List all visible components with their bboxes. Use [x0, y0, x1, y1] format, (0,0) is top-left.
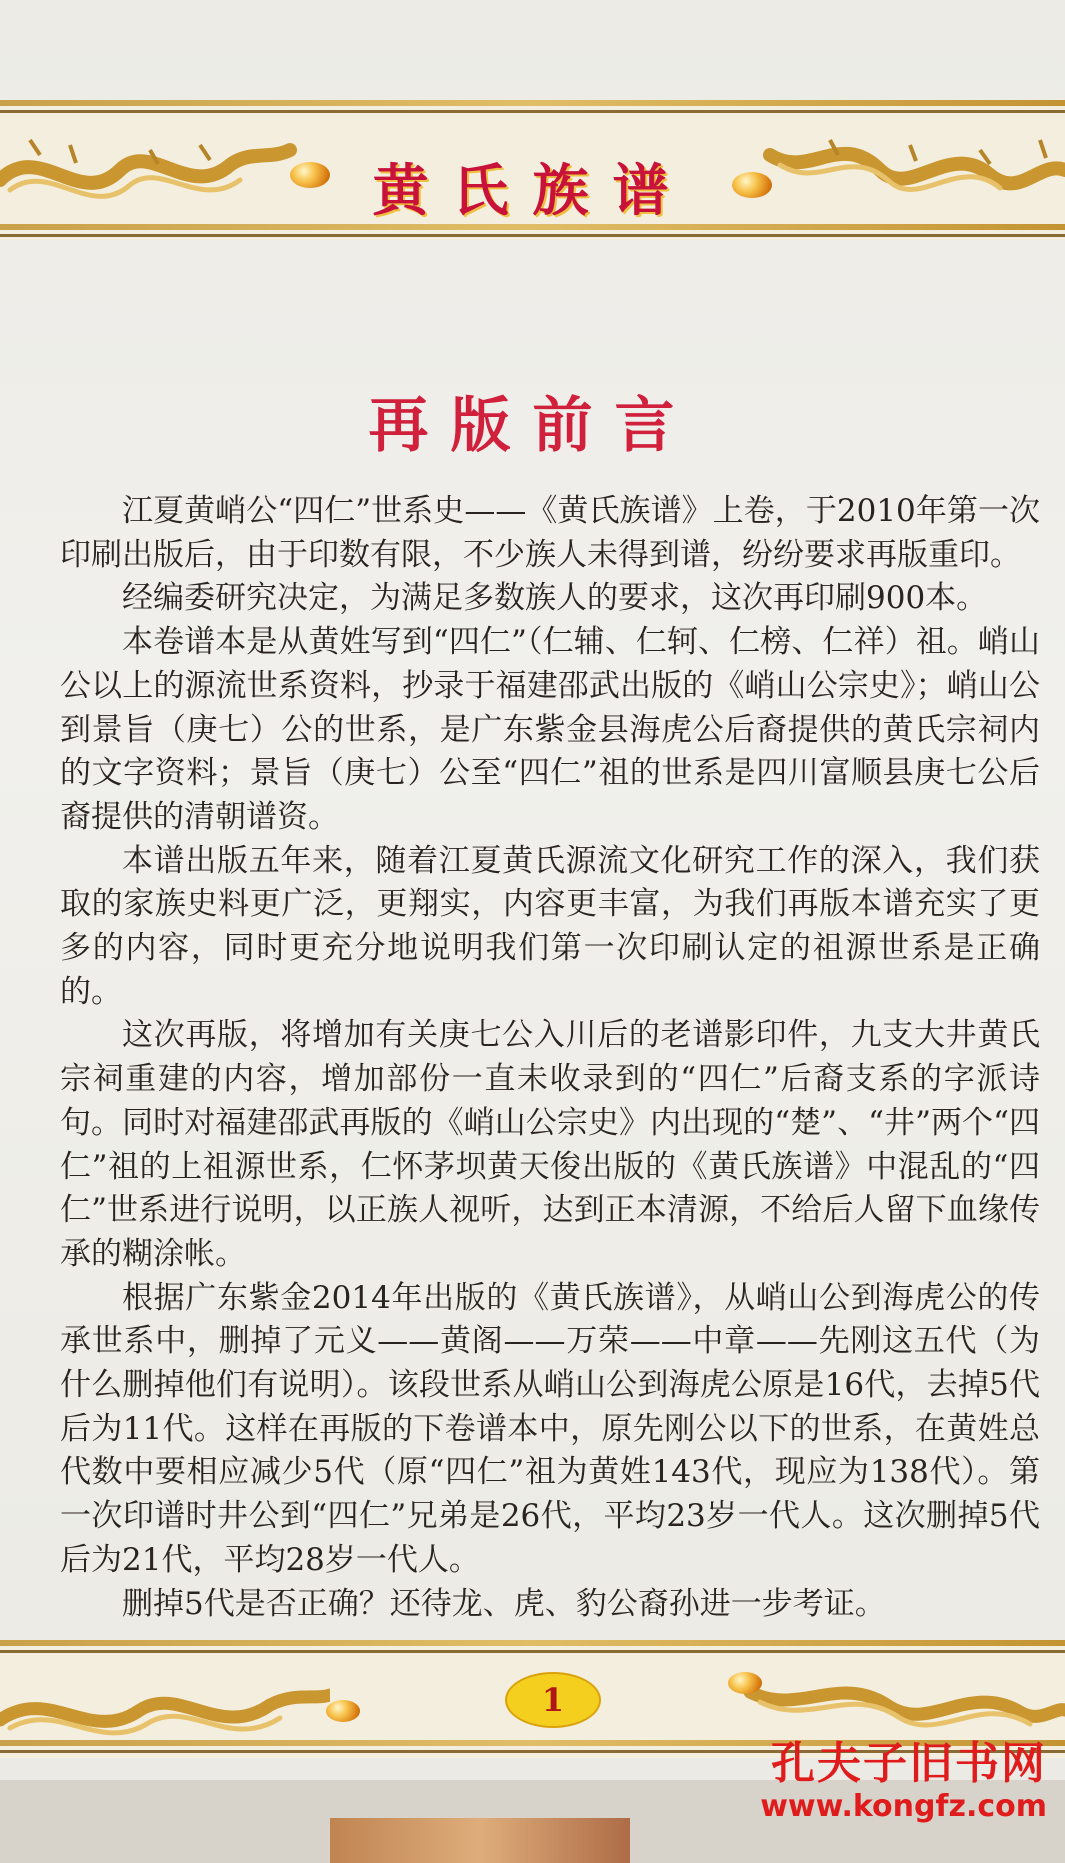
underlying-page-art [330, 1818, 630, 1863]
watermark-name: 孔夫子旧书网 [771, 1738, 1047, 1789]
dragon-bottom-left-icon [0, 1670, 330, 1750]
paragraph: 经编委研究决定，为满足多数族人的要求，这次再印刷900本。 [122, 580, 988, 617]
header-title: 黄氏族谱 [372, 158, 693, 224]
page-title: 再版前言 [368, 391, 697, 461]
paragraph: 根据广东紫金2014年出版的《黄氏族谱》，从峭山公到海虎公的传承世系中，删掉了元义——黄阁——万荣——中章——先刚这五代（为什么删掉他们有说明）。该段世系从峭山公到海虎公原是16代，去掉5代后为11代。这样在再版的下卷谱本中，原先刚公以下的世系，在黄姓总代数中要相应减少5代（原“四仁”祖为黄姓143代，现应为138代）。第一次印谱时井公到“四仁”兄弟是26代，平均23岁一代人。这次删掉5代后为21代，平均28岁一代人。 [60, 1279, 1040, 1578]
paragraph: 江夏黄峭公“四仁”世系史——《黄氏族谱》上卷，于2010年第一次印刷出版后，由于印数有限，不少族人未得到谱，纷纷要求再版重印。 [60, 493, 1040, 573]
preface-body [60, 490, 1040, 1626]
pearl-bottom-left-icon [326, 1700, 360, 1722]
dragon-bottom-right-icon [740, 1662, 1065, 1742]
paragraph: 本谱出版五年来，随着江夏黄氏源流文化研究工作的深入，我们获取的家族史料更广泛，更翔实，内容更丰富，为我们再版本谱充实了更多的内容，同时更充分地说明我们第一次印刷认定的祖源世系是正确的。 [60, 842, 1040, 1010]
paragraph: 这次再版，将增加有关庚七公入川后的老谱影印件，九支大井黄氏宗祠重建的内容，增加部份一直未收录到的“四仁”后裔支系的字派诗句。同时对福建邵武再版的《峭山公宗史》内出现的“楚”、“井”两个“四仁”祖的上祖源世系，仁怀茅坝黄天俊出版的《黄氏族谱》中混乱的“四仁”世系进行说明，以正族人视听，达到正本清源，不给后人留下血缘传承的糊涂帐。 [60, 1017, 1040, 1272]
watermark-url: www.kongfz.com [760, 1789, 1047, 1824]
page-number: 1 [505, 1672, 601, 1728]
pearl-bottom-right-icon [728, 1672, 762, 1694]
watermark [760, 1738, 1047, 1824]
paragraph: 本卷谱本是从黄姓写到“四仁”（仁辅、仁轲、仁榜、仁祥）祖。峭山公以上的源流世系资料，抄录于福建邵武出版的《峭山公宗史》；峭山公到景旨（庚七）公的世系，是广东紫金县海虎公后裔提供的黄氏宗祠内的文字资料；景旨（庚七）公至“四仁”祖的世系是四川富顺县庚七公后裔提供的清朝谱资。 [60, 624, 1040, 835]
paragraph: 删掉5代是否正确？还待龙、虎、豹公裔孙进一步考证。 [122, 1585, 886, 1622]
